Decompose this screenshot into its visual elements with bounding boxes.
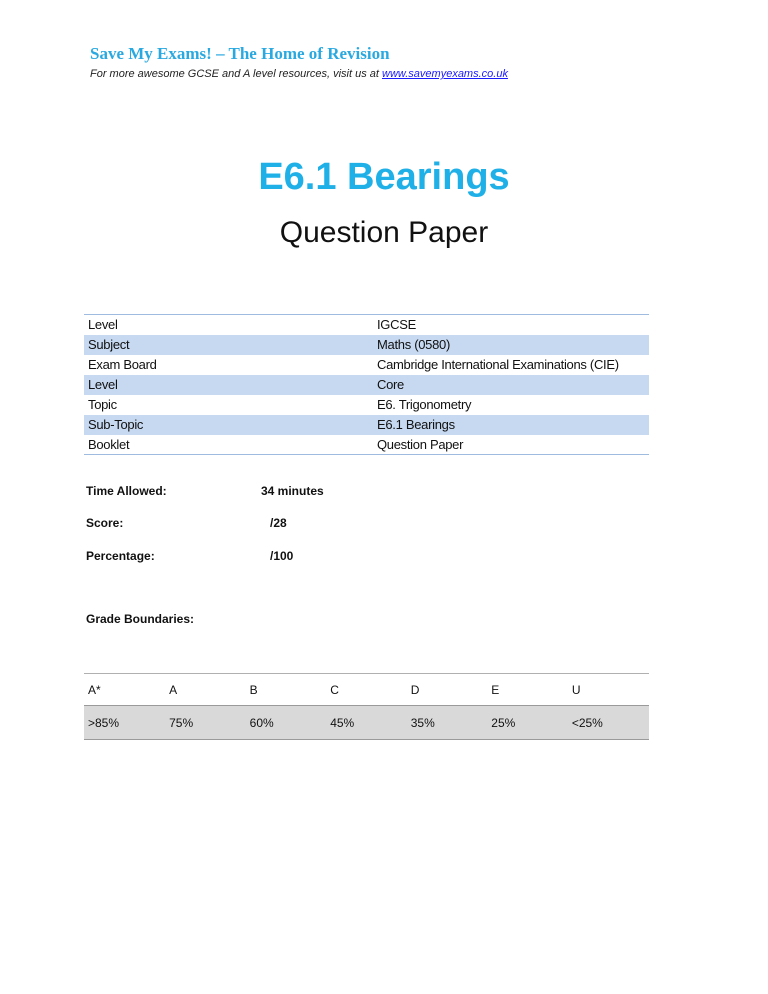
- tagline: [90, 68, 508, 80]
- meta-value: Cambridge International Examinations (CIE): [377, 357, 619, 372]
- grade-value-cell: 35%: [410, 715, 435, 730]
- website-link[interactable]: www.savemyexams.co.uk: [382, 68, 508, 80]
- brand-title: Save My Exams! – The Home of Revision: [90, 44, 390, 63]
- meta-row: [84, 315, 649, 335]
- meta-key: Topic: [88, 397, 117, 412]
- grade-value-cell: 60%: [249, 715, 274, 730]
- grade-cell: B: [249, 682, 258, 697]
- grade-cell: E: [491, 682, 500, 697]
- grade-header-row: [84, 674, 649, 706]
- meta-value: E6.1 Bearings: [377, 417, 455, 432]
- metadata-table: [84, 314, 649, 455]
- grade-cell: A*: [88, 682, 101, 697]
- time-allowed: [86, 484, 324, 498]
- meta-key: Level: [88, 317, 118, 333]
- grade-cell: D: [410, 682, 420, 697]
- meta-value: IGCSE: [377, 317, 416, 333]
- meta-row: [84, 435, 649, 455]
- grade-cell: C: [330, 682, 339, 697]
- page-title: E6.1 Bearings: [258, 156, 510, 198]
- meta-key: Level: [88, 377, 118, 392]
- meta-key: Exam Board: [88, 357, 157, 372]
- percentage-value: /100: [270, 549, 294, 563]
- score-value: /28: [270, 516, 287, 530]
- grade-boundaries-label: Grade Boundaries:: [86, 612, 195, 626]
- meta-row: [84, 415, 649, 435]
- grade-cell: U: [571, 682, 581, 697]
- percentage: [86, 549, 294, 563]
- grade-value-cell: 45%: [330, 715, 355, 730]
- meta-row: [84, 395, 649, 415]
- time-value: 34 minutes: [261, 484, 324, 498]
- meta-row: [84, 335, 649, 355]
- grade-value-cell: <25%: [571, 715, 603, 730]
- score-label: Score:: [86, 516, 124, 530]
- grade-value-cell: >85%: [88, 715, 120, 730]
- meta-key: Sub-Topic: [88, 417, 144, 432]
- meta-value: E6. Trigonometry: [377, 397, 472, 412]
- meta-value: Maths (0580): [377, 337, 450, 352]
- percentage-label: Percentage:: [86, 549, 155, 563]
- meta-value: Question Paper: [377, 436, 464, 452]
- time-label: Time Allowed:: [86, 484, 167, 498]
- meta-key: Booklet: [88, 436, 130, 452]
- meta-value: Core: [377, 377, 404, 392]
- page-subtitle: Question Paper: [279, 216, 489, 249]
- grade-cell: A: [169, 682, 178, 697]
- grade-value-cell: 25%: [491, 715, 516, 730]
- grade-value-row: [84, 706, 649, 740]
- score: [86, 516, 287, 530]
- grade-value-cell: 75%: [169, 715, 194, 730]
- meta-row: [84, 355, 649, 375]
- meta-row: [84, 375, 649, 395]
- meta-key: Subject: [88, 337, 130, 352]
- tagline-text: For more awesome GCSE and A level resources, visit us at: [90, 68, 383, 80]
- grade-boundaries-table: [84, 673, 649, 740]
